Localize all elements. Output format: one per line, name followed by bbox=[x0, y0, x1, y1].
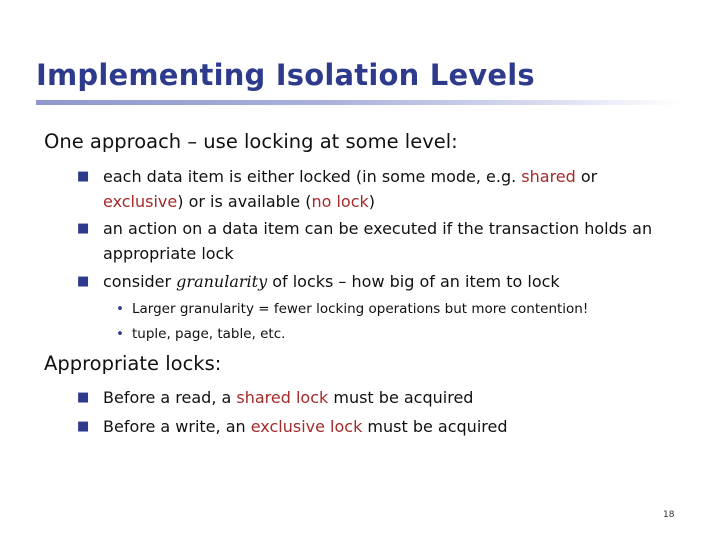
round-bullet-icon: • bbox=[116, 326, 124, 342]
term-exclusive-lock: exclusive lock bbox=[250, 417, 363, 436]
subbullet-larger-granularity: • Larger granularity = fewer locking operations but more contention! bbox=[132, 298, 662, 320]
slide-title: Implementing Isolation Levels bbox=[36, 58, 535, 92]
term-granularity: granularity bbox=[176, 272, 268, 291]
square-bullet-icon: ■ bbox=[77, 274, 90, 289]
bullet-write-lock: ■ Before a write, an exclusive lock must be acquired bbox=[103, 414, 663, 439]
term-shared: shared bbox=[521, 167, 576, 186]
bullet-lock-states: ■ each data item is either locked (in some mode, e.g. shared or exclusive) or is available (no lock) bbox=[103, 164, 663, 214]
bullet-granularity: ■ consider granularity of locks – how big of an item to lock bbox=[103, 269, 663, 294]
square-bullet-icon: ■ bbox=[77, 169, 90, 184]
square-bullet-icon: ■ bbox=[77, 221, 90, 236]
square-bullet-icon: ■ bbox=[77, 390, 90, 405]
title-underline bbox=[36, 100, 680, 105]
section1-heading: One approach – use locking at some level: bbox=[44, 130, 458, 153]
round-bullet-icon: • bbox=[116, 301, 124, 317]
square-bullet-icon: ■ bbox=[77, 419, 90, 434]
term-no-lock: no lock bbox=[311, 192, 369, 211]
term-exclusive: exclusive bbox=[103, 192, 178, 211]
term-shared-lock: shared lock bbox=[236, 388, 329, 407]
bullet-action-execution: ■ an action on a data item can be executed if the transaction holds an appropriate lock bbox=[103, 216, 663, 266]
page-number: 18 bbox=[663, 510, 675, 520]
subbullet-granularity-examples: • tuple, page, table, etc. bbox=[132, 323, 662, 345]
bullet-read-lock: ■ Before a read, a shared lock must be acquired bbox=[103, 385, 663, 410]
section2-heading: Appropriate locks: bbox=[44, 352, 222, 375]
